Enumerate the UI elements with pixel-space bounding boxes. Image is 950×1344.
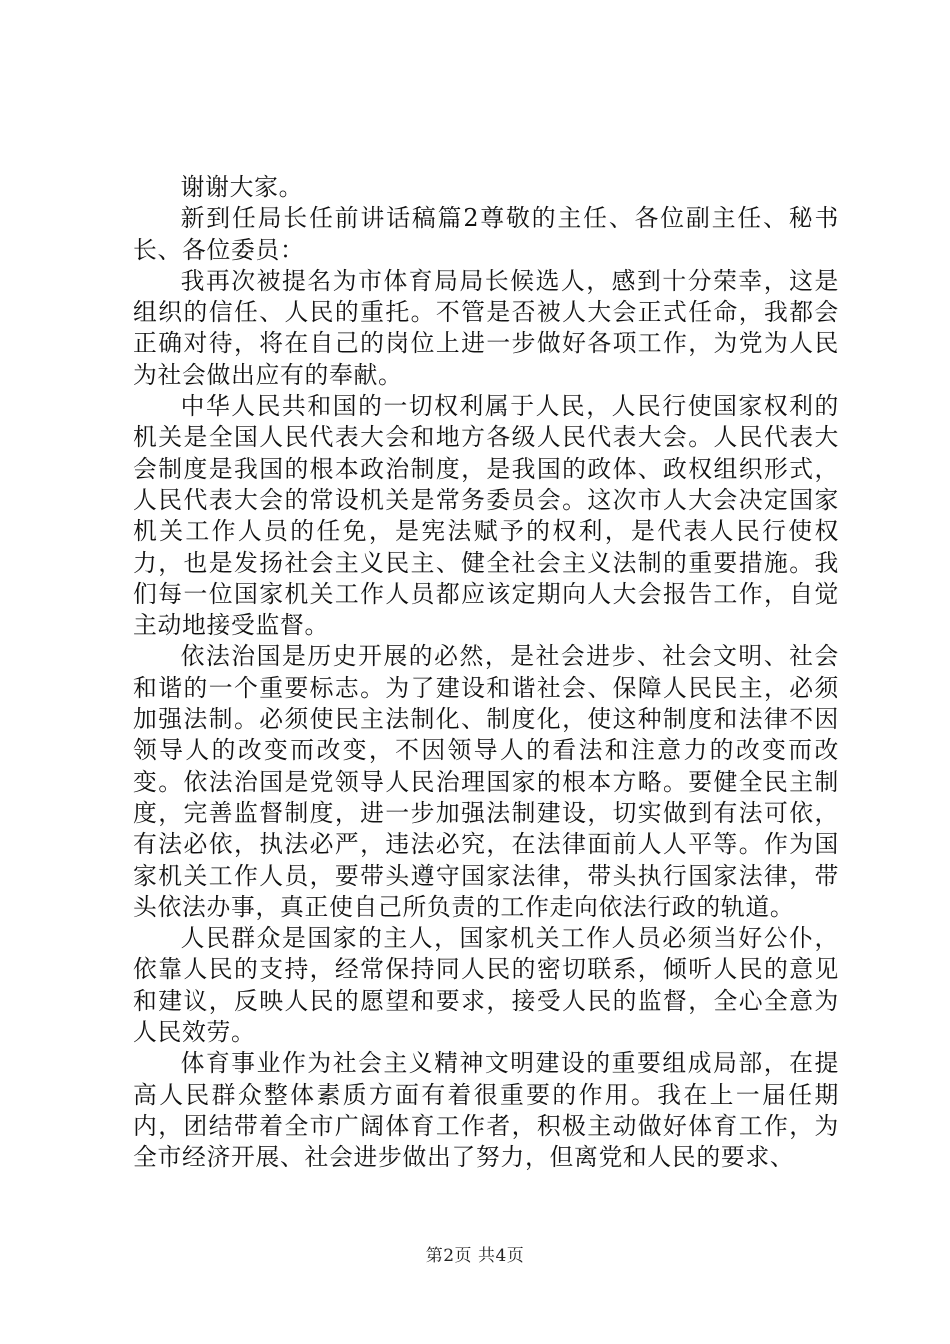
paragraph-nomination: 我再次被提名为市体育局局长候选人，感到十分荣幸，这是组织的信任、人民的重托。不管是否被人大会正式任命，我都会正确对待，将在自己的岗位上进一步做好各项工作，为党为人民为社会做出应有的奉献。 [133, 266, 839, 389]
document-body [133, 172, 839, 1174]
paragraph-public-servant: 人民群众是国家的主人，国家机关工作人员必须当好公仆，依靠人民的支持，经常保持同人民的密切联系，倾听人民的意见和建议，反映人民的愿望和要求，接受人民的监督，全心全意为人民效劳。 [133, 924, 839, 1047]
paragraph-sports-work: 体育事业作为社会主义精神文明建设的重要组成局部，在提高人民群众整体素质方面有着很重要的作用。我在上一届任期内，团结带着全市广阔体育工作者，积极主动做好体育工作，为全市经济开展、社会进步做出了努力，但离党和人民的要求、 [133, 1049, 839, 1172]
paragraph-thanks: 谢谢大家。 [180, 173, 304, 201]
paragraph-peoples-congress: 中华人民共和国的一切权利属于人民，人民行使国家权利的机关是全国人民代表大会和地方各级人民代表大会。人民代表大会制度是我国的根本政治制度，是我国的政体、政权组织形式，人民代表大会的常设机关是常务委员会。这次市人大会决定国家机关工作人员的任免，是宪法赋予的权利，是代表人民行使权力，也是发扬社会主义民主、健全社会主义法制的重要措施。我们每一位国家机关工作人员都应该定期向人大会报告工作，自觉主动地接受监督。 [133, 392, 839, 640]
paragraph-rule-of-law: 依法治国是历史开展的必然，是社会进步、社会文明、社会和谐的一个重要标志。为了建设和谐社会、保障人民民主，必须加强法制。必须使民主法制化、制度化，使这种制度和法律不因领导人的改变而改变，不因领导人的看法和注意力的改变而改变。依法治国是党领导人民治理国家的根本方略。要健全民主制度，完善监督制度，进一步加强法制建设，切实做到有法可依，有法必依，执法必严，违法必究，在法律面前人人平等。作为国家机关工作人员，要带头遵守国家法律，带头执行国家法律，带头依法办事，真正使自己所负责的工作走向依法行政的轨道。 [133, 642, 839, 921]
page-number: 第2页 共4页 [425, 1246, 525, 1266]
paragraph-title-greeting: 新到任局长任前讲话稿篇2尊敬的主任、各位副主任、秘书长、各位委员： [133, 204, 839, 264]
